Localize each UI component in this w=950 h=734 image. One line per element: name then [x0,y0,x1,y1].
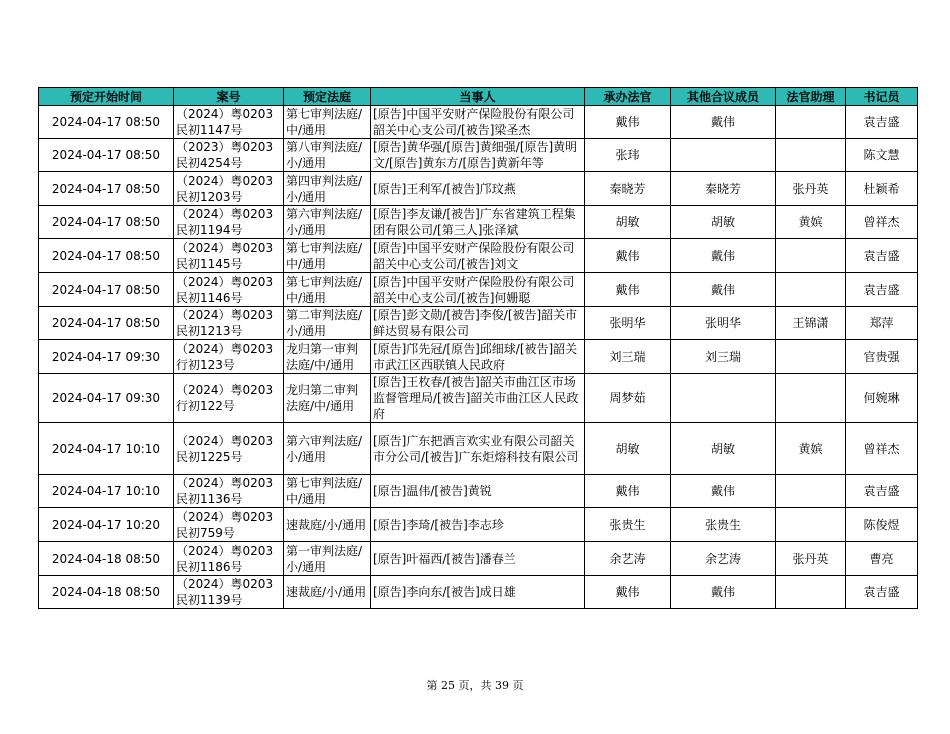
cell-parties: [原告]彭文勋/[被告]李俊/[被告]韶关市鲜达贸易有限公司 [371,307,585,340]
cell-judge-assistant [776,576,846,609]
cell-panel-members: 戴伟 [671,576,776,609]
cell-case-number: （2024）粤0203行初123号 [174,340,284,374]
cell-courtroom: 第七审判法庭/中/通用 [284,273,371,307]
cell-start-time: 2024-04-17 10:10 [39,423,174,475]
cell-parties: [原告]温伟/[被告]黄锐 [371,475,585,508]
cell-start-time: 2024-04-18 08:50 [39,576,174,609]
cell-presiding-judge: 胡敏 [585,206,671,239]
cell-panel-members: 胡敏 [671,206,776,239]
cell-clerk: 袁吉盛 [846,273,918,307]
cell-parties: [原告]中国平安财产保险股份有限公司韶关中心支公司/[被告]何姗聪 [371,273,585,307]
cell-courtroom: 第七审判法庭/中/通用 [284,106,371,139]
cell-judge-assistant: 王锦潇 [776,307,846,340]
cell-start-time: 2024-04-17 08:50 [39,239,174,273]
cell-start-time: 2024-04-17 08:50 [39,307,174,340]
cell-start-time: 2024-04-17 09:30 [39,374,174,423]
cell-presiding-judge: 张明华 [585,307,671,340]
cell-clerk: 曾祥杰 [846,423,918,475]
cell-panel-members: 戴伟 [671,106,776,139]
table-row [39,340,918,374]
col-header-start-time: 预定开始时间 [39,88,174,106]
cell-courtroom: 第七审判法庭/中/通用 [284,239,371,273]
col-header-clerk: 书记员 [846,88,918,106]
table-row [39,172,918,206]
cell-presiding-judge: 戴伟 [585,475,671,508]
cell-start-time: 2024-04-17 08:50 [39,206,174,239]
col-header-presiding-judge: 承办法官 [585,88,671,106]
cell-presiding-judge: 张玮 [585,139,671,172]
cell-start-time: 2024-04-17 08:50 [39,139,174,172]
cell-clerk: 杜颖希 [846,172,918,206]
cell-clerk: 何婉琳 [846,374,918,423]
table-row [39,239,918,273]
cell-start-time: 2024-04-17 09:30 [39,340,174,374]
cell-courtroom: 第一审判法庭/小/通用 [284,542,371,576]
cell-parties: [原告]黄华强/[原告]黄细强/[原告]黄明文/[原告]黄东方/[原告]黄新年等 [371,139,585,172]
cell-case-number: （2024）粤0203民初1147号 [174,106,284,139]
table-row [39,206,918,239]
cell-panel-members: 胡敏 [671,423,776,475]
table-row [39,106,918,139]
table-row [39,139,918,172]
cell-start-time: 2024-04-18 08:50 [39,542,174,576]
table-row [39,307,918,340]
cell-presiding-judge: 刘三瑞 [585,340,671,374]
schedule-table-wrapper [38,87,918,609]
cell-panel-members: 余艺涛 [671,542,776,576]
header-row [39,88,918,106]
cell-judge-assistant [776,340,846,374]
cell-case-number: （2024）粤0203行初122号 [174,374,284,423]
table-row [39,508,918,542]
cell-parties: [原告]李向东/[被告]成日雄 [371,576,585,609]
cell-case-number: （2024）粤0203民初1186号 [174,542,284,576]
cell-start-time: 2024-04-17 10:10 [39,475,174,508]
cell-clerk: 陈文慧 [846,139,918,172]
cell-start-time: 2024-04-17 10:20 [39,508,174,542]
cell-courtroom: 第六审判法庭/小/通用 [284,423,371,475]
cell-panel-members: 秦晓芳 [671,172,776,206]
cell-judge-assistant [776,374,846,423]
cell-case-number: （2024）粤0203民初759号 [174,508,284,542]
cell-clerk: 曹亮 [846,542,918,576]
cell-case-number: （2024）粤0203民初1136号 [174,475,284,508]
cell-panel-members: 刘三瑞 [671,340,776,374]
page-footer: 第 25 页，共 39 页 [426,679,524,692]
col-header-panel-members: 其他合议成员 [671,88,776,106]
cell-case-number: （2024）粤0203民初1225号 [174,423,284,475]
table-row [39,374,918,423]
cell-judge-assistant [776,139,846,172]
cell-case-number: （2024）粤0203民初1194号 [174,206,284,239]
cell-start-time: 2024-04-17 08:50 [39,273,174,307]
cell-parties: [原告]叶福西/[被告]潘春兰 [371,542,585,576]
cell-panel-members [671,139,776,172]
cell-presiding-judge: 周梦茹 [585,374,671,423]
cell-judge-assistant [776,508,846,542]
cell-courtroom: 第二审判法庭/小/通用 [284,307,371,340]
cell-courtroom: 速裁庭/小/通用 [284,508,371,542]
cell-parties: [原告]中国平安财产保险股份有限公司韶关中心支公司/[被告]梁圣杰 [371,106,585,139]
schedule-table-body [39,106,918,609]
cell-parties: [原告]广东把酒言欢实业有限公司韶关市分公司/[被告]广东炬熔科技有限公司 [371,423,585,475]
cell-courtroom: 第七审判法庭/中/通用 [284,475,371,508]
cell-presiding-judge: 戴伟 [585,273,671,307]
cell-parties: [原告]李友谦/[被告]广东省建筑工程集团有限公司/[第三人]张泽斌 [371,206,585,239]
cell-courtroom: 龙归第一审判法庭/中/通用 [284,340,371,374]
cell-parties: [原告]中国平安财产保险股份有限公司韶关中心支公司/[被告]刘文 [371,239,585,273]
cell-presiding-judge: 张贵生 [585,508,671,542]
cell-presiding-judge: 秦晓芳 [585,172,671,206]
cell-judge-assistant [776,239,846,273]
cell-panel-members: 戴伟 [671,273,776,307]
cell-case-number: （2024）粤0203民初1203号 [174,172,284,206]
cell-judge-assistant [776,475,846,508]
table-row [39,423,918,475]
cell-judge-assistant [776,106,846,139]
cell-clerk: 郑萍 [846,307,918,340]
cell-case-number: （2024）粤0203民初1146号 [174,273,284,307]
cell-presiding-judge: 戴伟 [585,576,671,609]
cell-judge-assistant: 黄嫔 [776,423,846,475]
cell-presiding-judge: 余艺涛 [585,542,671,576]
cell-case-number: （2024）粤0203民初1139号 [174,576,284,609]
cell-courtroom: 速裁庭/小/通用 [284,576,371,609]
cell-clerk: 袁吉盛 [846,106,918,139]
cell-judge-assistant: 张丹英 [776,172,846,206]
cell-clerk: 袁吉盛 [846,475,918,508]
cell-clerk: 陈俊煜 [846,508,918,542]
table-row [39,542,918,576]
cell-courtroom: 第四审判法庭/小/通用 [284,172,371,206]
table-row [39,475,918,508]
cell-presiding-judge: 戴伟 [585,106,671,139]
cell-parties: [原告]王枚春/[被告]韶关市曲江区市场监督管理局/[被告]韶关市曲江区人民政府 [371,374,585,423]
cell-judge-assistant [776,273,846,307]
cell-parties: [原告]李琦/[被告]李志珍 [371,508,585,542]
cell-panel-members: 戴伟 [671,239,776,273]
col-header-courtroom: 预定法庭 [284,88,371,106]
cell-panel-members: 戴伟 [671,475,776,508]
cell-parties: [原告]邝先冠/[原告]邱细球/[被告]韶关市武江区西联镇人民政府 [371,340,585,374]
cell-case-number: （2024）粤0203民初1213号 [174,307,284,340]
cell-presiding-judge: 胡敏 [585,423,671,475]
cell-judge-assistant: 张丹英 [776,542,846,576]
cell-courtroom: 第八审判法庭/小/通用 [284,139,371,172]
cell-clerk: 曾祥杰 [846,206,918,239]
cell-presiding-judge: 戴伟 [585,239,671,273]
col-header-case-number: 案号 [174,88,284,106]
cell-start-time: 2024-04-17 08:50 [39,106,174,139]
cell-case-number: （2024）粤0203民初1145号 [174,239,284,273]
court-schedule-table [38,87,918,609]
cell-clerk: 袁吉盛 [846,239,918,273]
cell-panel-members [671,374,776,423]
cell-courtroom: 第六审判法庭/小/通用 [284,206,371,239]
col-header-judge-assistant: 法官助理 [776,88,846,106]
cell-panel-members: 张明华 [671,307,776,340]
table-row [39,273,918,307]
cell-case-number: （2023）粤0203民初4254号 [174,139,284,172]
col-header-parties: 当事人 [371,88,585,106]
table-row [39,576,918,609]
cell-judge-assistant: 黄嫔 [776,206,846,239]
cell-courtroom: 龙归第二审判法庭/中/通用 [284,374,371,423]
cell-clerk: 袁吉盛 [846,576,918,609]
cell-panel-members: 张贵生 [671,508,776,542]
cell-start-time: 2024-04-17 08:50 [39,172,174,206]
cell-parties: [原告]王利军/[被告]邝玟燕 [371,172,585,206]
cell-clerk: 官贵强 [846,340,918,374]
